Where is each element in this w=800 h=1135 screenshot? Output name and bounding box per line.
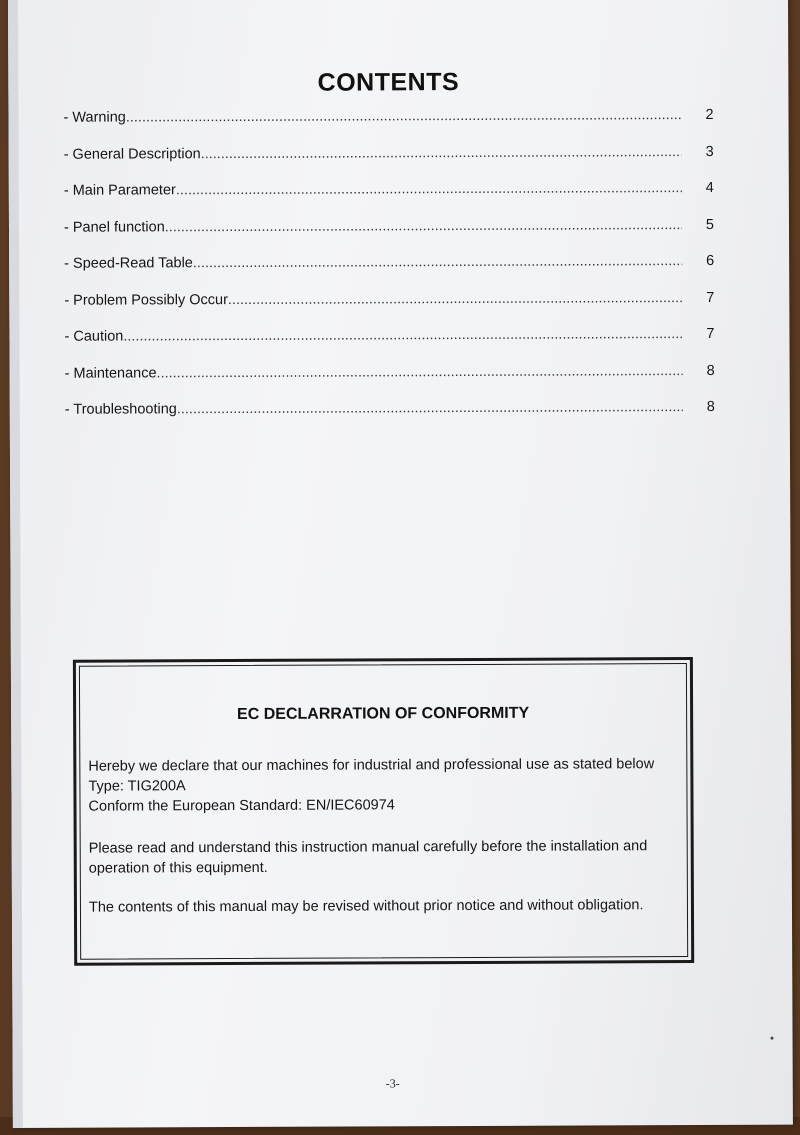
- toc-label: - Troubleshooting: [64, 401, 177, 418]
- toc-entry-maintenance: [65, 362, 715, 401]
- declaration-type-line: Type: TIG200A: [88, 778, 186, 795]
- toc-label: - Main Parameter: [63, 182, 176, 199]
- toc-page-number: 4: [705, 179, 714, 196]
- toc-leader-dots: [201, 144, 682, 162]
- toc-leader-dots: [156, 363, 682, 381]
- toc-entry-troubleshooting: [65, 399, 715, 438]
- ec-declaration-box: [73, 657, 694, 966]
- toc-label: - Problem Possibly Occur: [64, 291, 228, 309]
- toc-leader-dots: [228, 290, 682, 308]
- toc-page-number: 6: [706, 252, 715, 269]
- toc-leader-dots: [193, 253, 682, 271]
- toc-page-number: 8: [706, 398, 715, 415]
- toc-entry-general-description: [64, 143, 714, 182]
- toc-label: - Speed-Read Table: [64, 255, 193, 272]
- toc-leader-dots: [126, 107, 682, 125]
- declaration-paragraph: [88, 754, 688, 817]
- toc-entry-speed-read-table: [64, 253, 714, 292]
- toc-page-number: 2: [705, 106, 714, 123]
- toc-entry-panel-function: [64, 216, 714, 255]
- instruction-paragraph: [89, 836, 689, 879]
- instruction-line: Please read and understand this instruction manual carefully before the installation and: [88, 838, 648, 857]
- toc-page-number: 7: [706, 325, 715, 342]
- revision-notice-line: The contents of this manual may be revised without prior notice and without obligation.: [88, 897, 644, 916]
- toc-leader-dots: [123, 326, 682, 344]
- toc-page-number: 7: [706, 289, 715, 306]
- ec-declaration-inner-border: [79, 663, 688, 960]
- toc-label: - Panel function: [63, 218, 165, 236]
- toc-label: - General Description: [63, 145, 201, 163]
- toc-label: - Caution: [64, 328, 124, 345]
- manual-page: [8, 0, 793, 1128]
- toc-entry-main-parameter: [64, 180, 714, 219]
- page-number: -3-: [385, 1076, 400, 1091]
- toc-page-number: 3: [705, 143, 714, 160]
- declaration-standard-line: Conform the European Standard: EN/IEC60974: [88, 797, 395, 815]
- instruction-line: operation of this equipment.: [88, 859, 268, 877]
- page-title: CONTENTS: [317, 68, 460, 97]
- toc-entry-caution: [64, 326, 714, 365]
- previous-page-edge: [8, 0, 23, 1128]
- revision-notice-paragraph: [89, 895, 689, 918]
- toc-page-number: 8: [706, 362, 715, 379]
- toc-leader-dots: [176, 180, 682, 198]
- ec-declaration-title: EC DECLARRATION OF CONFORMITY: [237, 704, 530, 724]
- paper-mark: [771, 1037, 774, 1040]
- toc-label: - Warning: [63, 109, 126, 126]
- table-of-contents: [63, 107, 714, 438]
- toc-leader-dots: [177, 399, 683, 417]
- toc-label: - Maintenance: [64, 364, 157, 382]
- declaration-line: Hereby we declare that our machines for industrial and professional use as stated below: [88, 756, 655, 775]
- toc-entry-warning: [63, 107, 713, 146]
- toc-page-number: 5: [705, 216, 715, 233]
- toc-entry-problem-possibly-occur: [64, 289, 714, 328]
- toc-leader-dots: [165, 217, 682, 235]
